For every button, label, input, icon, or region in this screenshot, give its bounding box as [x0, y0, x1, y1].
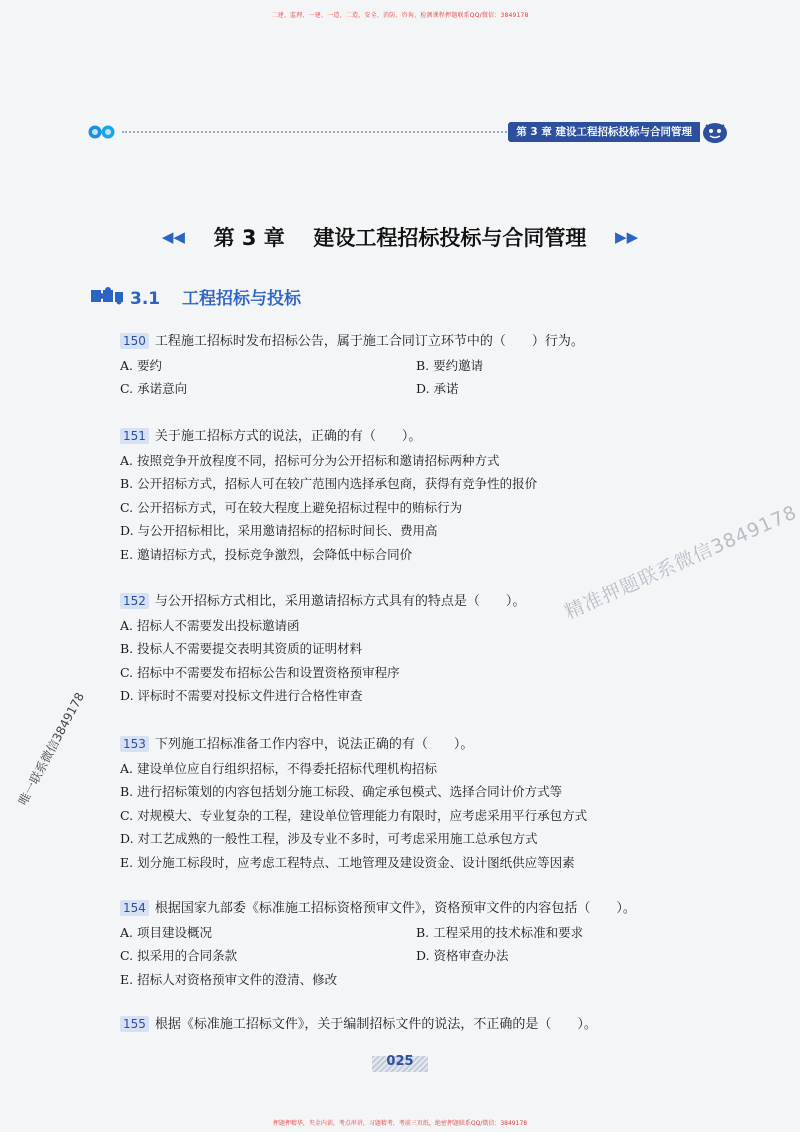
- question-number: 150: [120, 333, 149, 349]
- option-b: B. 进行招标策划的内容包括划分施工标段、确定承包模式、选择合同计价方式等: [120, 784, 563, 799]
- question-150: [120, 330, 720, 401]
- right-arrows-icon: ▶▶: [615, 228, 639, 246]
- question-stem: 关于施工招标方式的说法，正确的有（ ）。: [154, 429, 422, 444]
- option-b: B. 要约邀请: [416, 357, 484, 373]
- option-d: D. 评标时不需要对投标文件进行合格性审查: [120, 688, 363, 703]
- question-number: 153: [120, 736, 149, 752]
- page-number: [372, 1054, 428, 1074]
- question-152: [120, 590, 720, 708]
- question-stem: 根据《标准施工招标文件》，关于编制招标文件的说法，不正确的是（ ）。: [154, 1017, 597, 1032]
- option-e: E. 划分施工标段时，应考虑工程特点、工地管理及建设资金、设计图纸供应等因素: [120, 854, 575, 870]
- option-a: A. 项目建设概况: [120, 924, 212, 940]
- question-number: 152: [120, 593, 149, 609]
- option-a: A. 要约: [120, 357, 162, 373]
- question-151: [120, 425, 720, 566]
- page-number-text: 025: [386, 1054, 414, 1069]
- watermark-left: 唯一联系微信3849178: [15, 690, 88, 808]
- question-154: [120, 897, 720, 991]
- option-c: C. 公开招标方式，可在较大程度上避免招标过程中的贿标行为: [120, 499, 463, 515]
- option-d: D. 与公开招标相比，采用邀请招标的招标时间长、费用高: [120, 523, 438, 538]
- option-c: C. 招标中不需要发布招标公告和设置资格预审程序: [120, 664, 400, 680]
- option-d: D. 对工艺成熟的一般性工程，涉及专业不多时，可考虑采用施工总承包方式: [120, 831, 538, 846]
- question-stem: 下列施工招标准备工作内容中，说法正确的有（ ）。: [154, 737, 474, 752]
- option-c: C. 对规模大、专业复杂的工程，建设单位管理能力有限时，应考虑采用平行承包方式: [120, 807, 588, 823]
- chapter-name: 建设工程招标投标与合同管理: [313, 226, 587, 250]
- watermark-right: 精准押题联系微信3849178: [561, 501, 800, 624]
- option-b: B. 公开招标方式，招标人可在较广范围内选择承包商，获得有竞争性的报价: [120, 476, 538, 491]
- option-a: A. 按照竞争开放程度不同，招标可分为公开招标和邀请招标两种方式: [120, 452, 500, 468]
- option-a: A. 招标人不需要发出投标邀请函: [120, 617, 300, 633]
- option-d: D. 承诺: [416, 381, 459, 396]
- option-d: D. 资格审查办法: [416, 948, 509, 963]
- puzzle-pieces-icon: [90, 286, 124, 306]
- running-header: [88, 120, 728, 144]
- option-c: C. 拟采用的合同条款: [120, 948, 238, 963]
- top-promo-banner: 二建、监理、一建、一造、二造、安全、消防、咨询、检测课程押题联系QQ/微信：3849178: [271, 12, 529, 19]
- chapter-header-tab: 第 3 章 建设工程招标投标与合同管理: [508, 122, 700, 142]
- option-b: B. 工程采用的技术标准和要求: [416, 924, 584, 940]
- section-number: 3.1: [130, 289, 161, 309]
- question-number: 155: [120, 1016, 149, 1032]
- chapter-label: 第 3 章: [213, 226, 285, 250]
- section-title-text: 工程招标与投标: [181, 289, 301, 309]
- option-e: E. 邀请招标方式，投标竞争激烈，会降低中标合同价: [120, 546, 413, 562]
- option-e: E. 招标人对资格预审文件的澄清、修改: [120, 971, 338, 987]
- bottom-promo-banner: 押题押精华，夹金内训，考点串讲，习题精考，考前三页纸，绝密押题联系QQ/微信：3849178: [272, 1120, 528, 1127]
- left-arrows-icon: ◀◀: [161, 228, 185, 246]
- option-b: B. 投标人不需要提交表明其资质的证明材料: [120, 641, 363, 656]
- question-number: 154: [120, 900, 149, 916]
- question-stem: 工程施工招标时发布招标公告，属于施工合同订立环节中的（ ）行为。: [154, 334, 584, 349]
- question-153: [120, 733, 720, 874]
- option-c: C. 承诺意向: [120, 381, 188, 396]
- option-a: A. 建设单位应自行组织招标，不得委托招标代理机构招标: [120, 760, 437, 776]
- question-stem: 与公开招标方式相比，采用邀请招标方式具有的特点是（ ）。: [154, 594, 526, 609]
- question-155: [120, 1013, 720, 1037]
- question-stem: 根据国家九部委《标准施工招标资格预审文件》，资格预审文件的内容包括（ ）。: [154, 901, 636, 916]
- chapter-title: [0, 222, 800, 252]
- question-number: 151: [120, 428, 149, 444]
- smiley-face-icon: [702, 120, 728, 144]
